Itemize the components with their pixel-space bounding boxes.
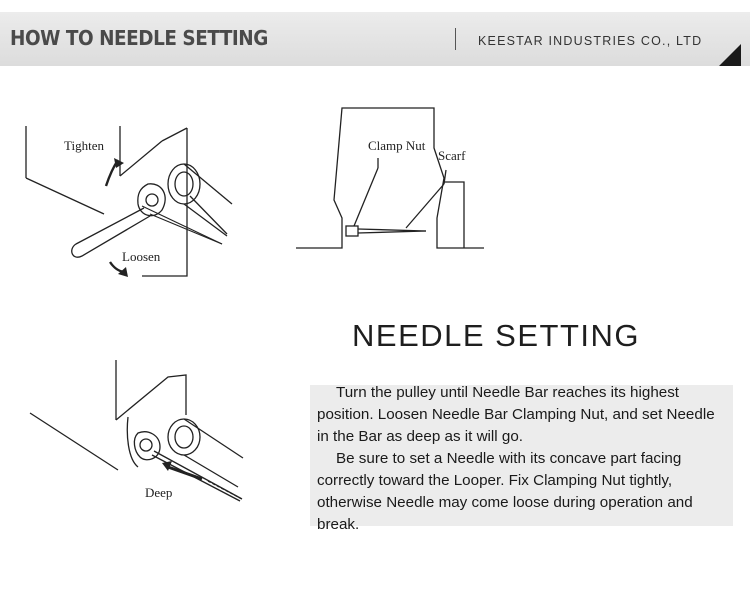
tighten-loosen-illustration: [22, 116, 237, 291]
deep-label: Deep: [145, 485, 173, 500]
company-name: KEESTAR INDUSTRIES CO., LTD: [478, 34, 703, 48]
loosen-label: Loosen: [122, 249, 161, 264]
clamp-nut-scarf-illustration: [294, 100, 484, 255]
header-divider: [455, 28, 456, 50]
scarf-label: Scarf: [438, 148, 466, 163]
instructions-text: [317, 382, 729, 536]
page-title: HOW TO NEEDLE SETTING: [10, 26, 268, 50]
clamp-nut-label: Clamp Nut: [368, 138, 426, 153]
needle-depth-illustration: [28, 355, 248, 530]
section-title: NEEDLE SETTING: [352, 318, 640, 353]
instruction-paragraph: Turn the pulley until Needle Bar reaches its highest position. Loosen Needle Bar Clamping Nut, and set Needle in the Bar as deep as it will go.: [317, 384, 715, 445]
header-bar: [0, 12, 750, 66]
instruction-paragraph: Be sure to set a Needle with its concave part facing correctly toward the Looper. Fix Clamping Nut tightly, otherwise Needle may come loose during operation and break.: [317, 450, 693, 533]
tighten-label: Tighten: [64, 138, 104, 153]
corner-triangle-icon: [719, 44, 741, 66]
